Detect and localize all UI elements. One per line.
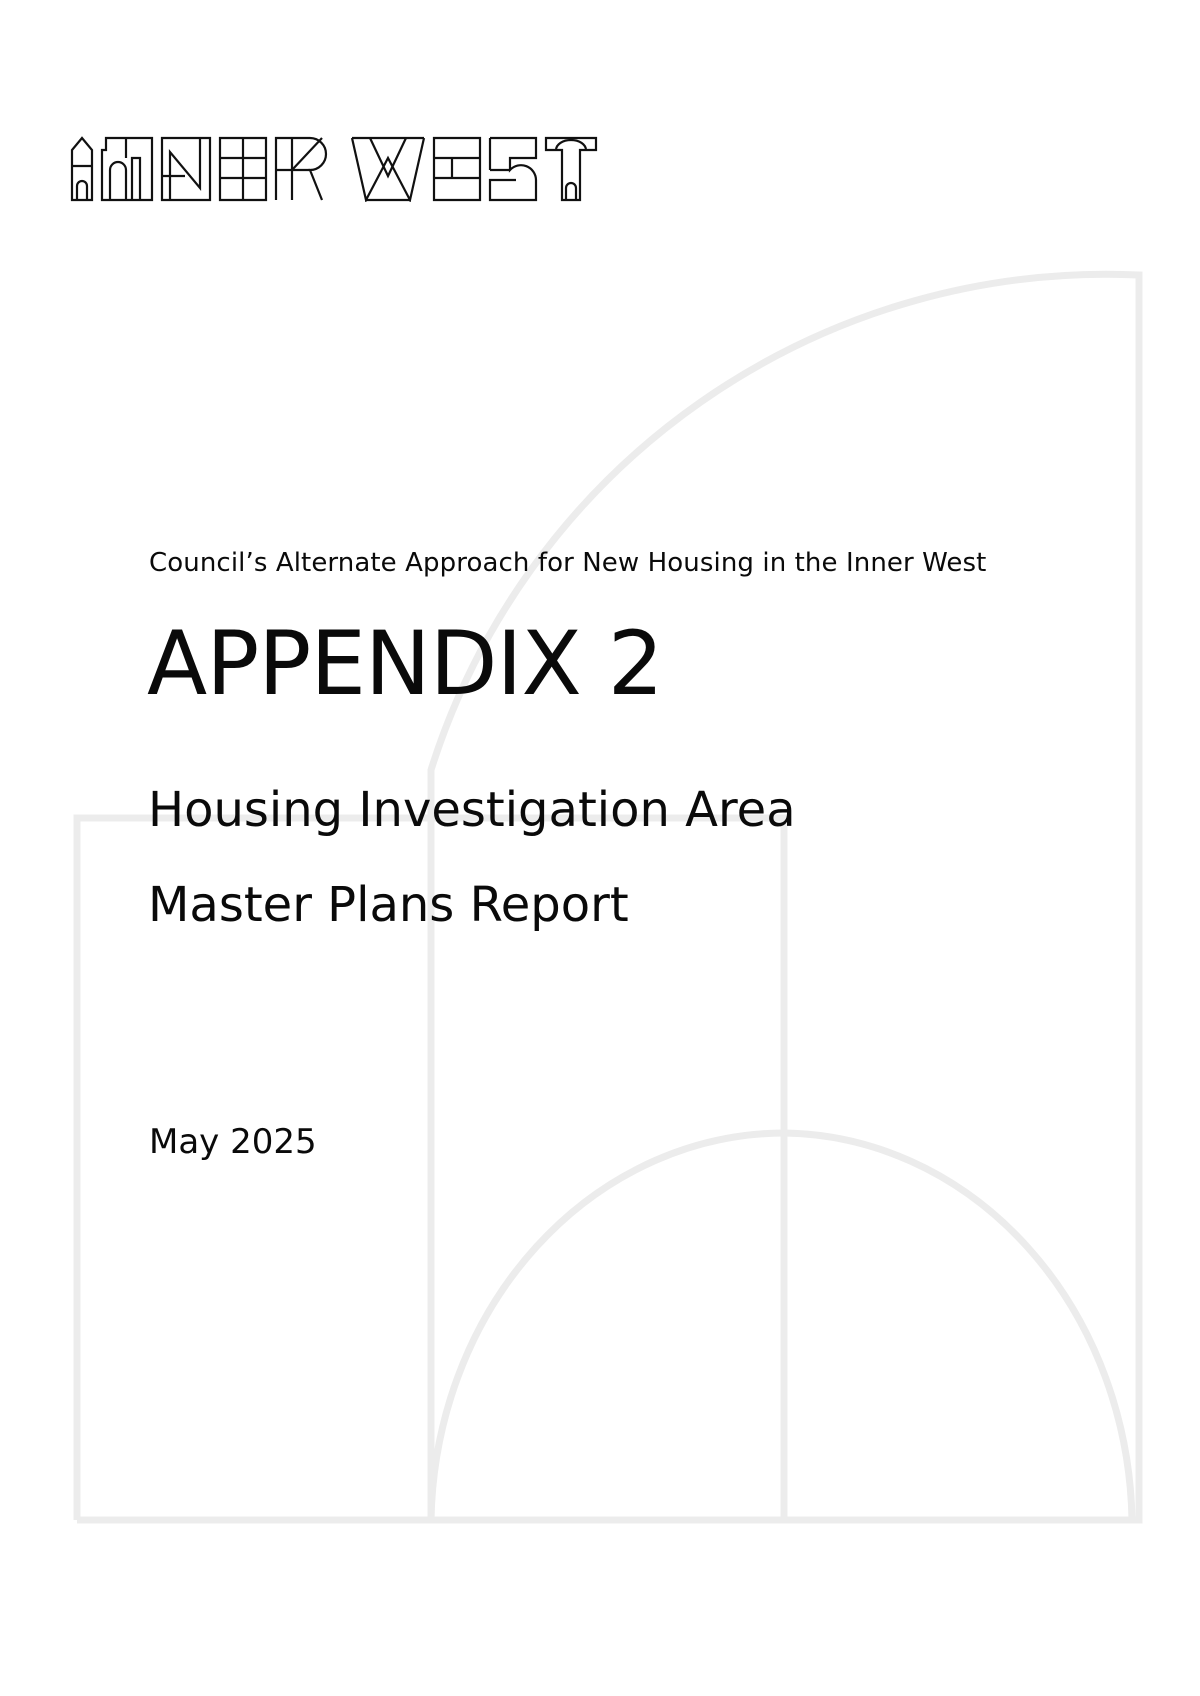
inner-west-logo (70, 136, 600, 202)
document-subtitle: Council’s Alternate Approach for New Housing in the Inner West (149, 548, 987, 578)
publication-date: May 2025 (149, 1122, 317, 1162)
appendix-heading: APPENDIX 2 (147, 612, 663, 715)
report-title-line-1: Housing Investigation Area (148, 782, 796, 838)
report-title-line-2: Master Plans Report (148, 877, 629, 933)
